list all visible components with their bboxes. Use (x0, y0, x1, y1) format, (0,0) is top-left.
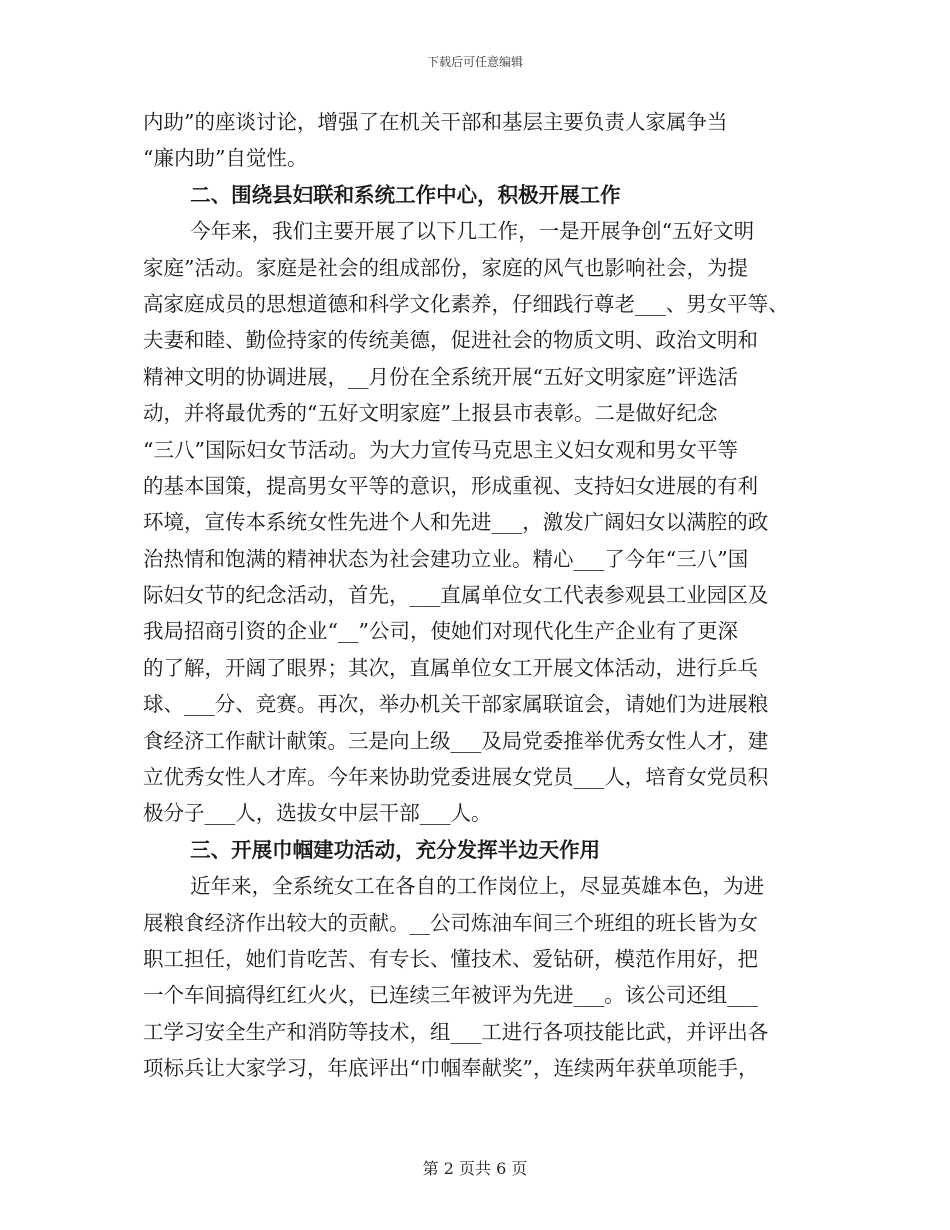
text-line: 环境，宣传本系统女性先进个人和先进___，激发广阔妇女以满腔的政 (143, 510, 769, 535)
text-line: “廉内助”自觉性。 (143, 146, 308, 171)
text-line: 夫妻和睦、勤俭持家的传统美德，促进社会的物质文明、政治文明和 (143, 328, 758, 353)
text-line: 极分子___人，选拔女中层干部___人。 (143, 801, 492, 826)
text-line: 内助”的座谈讨论，增强了在机关干部和基层主要负责人家属争当 (143, 110, 728, 134)
text-line: 高家庭成员的思想道德和科学文化素养，仔细践行尊老___、男女平等、 (143, 291, 789, 316)
document-body (143, 104, 823, 1087)
text-line: 精神文明的协调进展，__月份在全系统开展“五好文明家庭”评选活 (143, 364, 738, 389)
text-line: 动，并将最优秀的“五好文明家庭”上报县市表彰。二是做好纪念 (143, 401, 718, 426)
text-line: 我局招商引资的企业“__”公司，使她们对现代化生产企业有了更深 (143, 619, 738, 644)
text-line: 的基本国策，提高男女平等的意识，形成重视、支持妇女进展的有利 (143, 473, 758, 498)
text-line: 近年来，全系统女工在各自的工作岗位上，尽显英雄本色，为进 (190, 874, 765, 899)
text-line: 展粮食经济作出较大的贡献。__公司炼油车间三个班组的班长皆为女 (143, 910, 758, 935)
text-line: 项标兵让大家学习，年底评出“巾帼奉献奖”，连续两年获单项能手， (143, 1056, 759, 1081)
section-heading: 二、围绕县妇联和系统工作中心，积极开展工作 (190, 182, 621, 207)
text-line: 职工担任，她们肯吃苦、有专长、懂技术、爱钻研，模范作用好，把 (143, 946, 758, 971)
text-line: “三八”国际妇女节活动。为大力宣传马克思主义妇女观和男女平等 (143, 437, 738, 462)
text-line: 治热情和饱满的精神状态为社会建功立业。精心___了今年“三八”国 (143, 546, 749, 571)
text-line: 球、___分、竞赛。再次，举办机关干部家属联谊会，请她们为进展粮 (143, 692, 769, 717)
text-line: 的了解，开阔了眼界；其次，直属单位女工开展文体活动，进行乒乓 (143, 655, 758, 680)
section-heading: 三、开展巾帼建功活动，充分发挥半边天作用 (190, 837, 601, 862)
text-line: 工学习安全生产和消防等技术，组___工进行各项技能比武，并评出各 (143, 1019, 769, 1044)
text-line: 际妇女节的纪念活动，首先，___直属单位女工代表参观县工业园区及 (143, 583, 769, 608)
text-line: 今年来，我们主要开展了以下几工作，一是开展争创“五好文明 (190, 219, 755, 244)
text-line: 立优秀女性人才库。今年来协助党委进展女党员___人，培育女党员积 (143, 765, 769, 790)
page-footer: 第 2 页共 6 页 (422, 1159, 528, 1178)
text-line: 一个车间搞得红红火火，已连续三年被评为先进___。该公司还组___ (143, 983, 758, 1008)
page-header: 下载后可任意编辑 (426, 55, 523, 69)
text-line: 家庭”活动。家庭是社会的组成部份，家庭的风气也影响社会，为提 (143, 255, 748, 280)
text-line: 食经济工作献计献策。三是向上级___及局党委推举优秀女性人才，建 (143, 728, 769, 753)
